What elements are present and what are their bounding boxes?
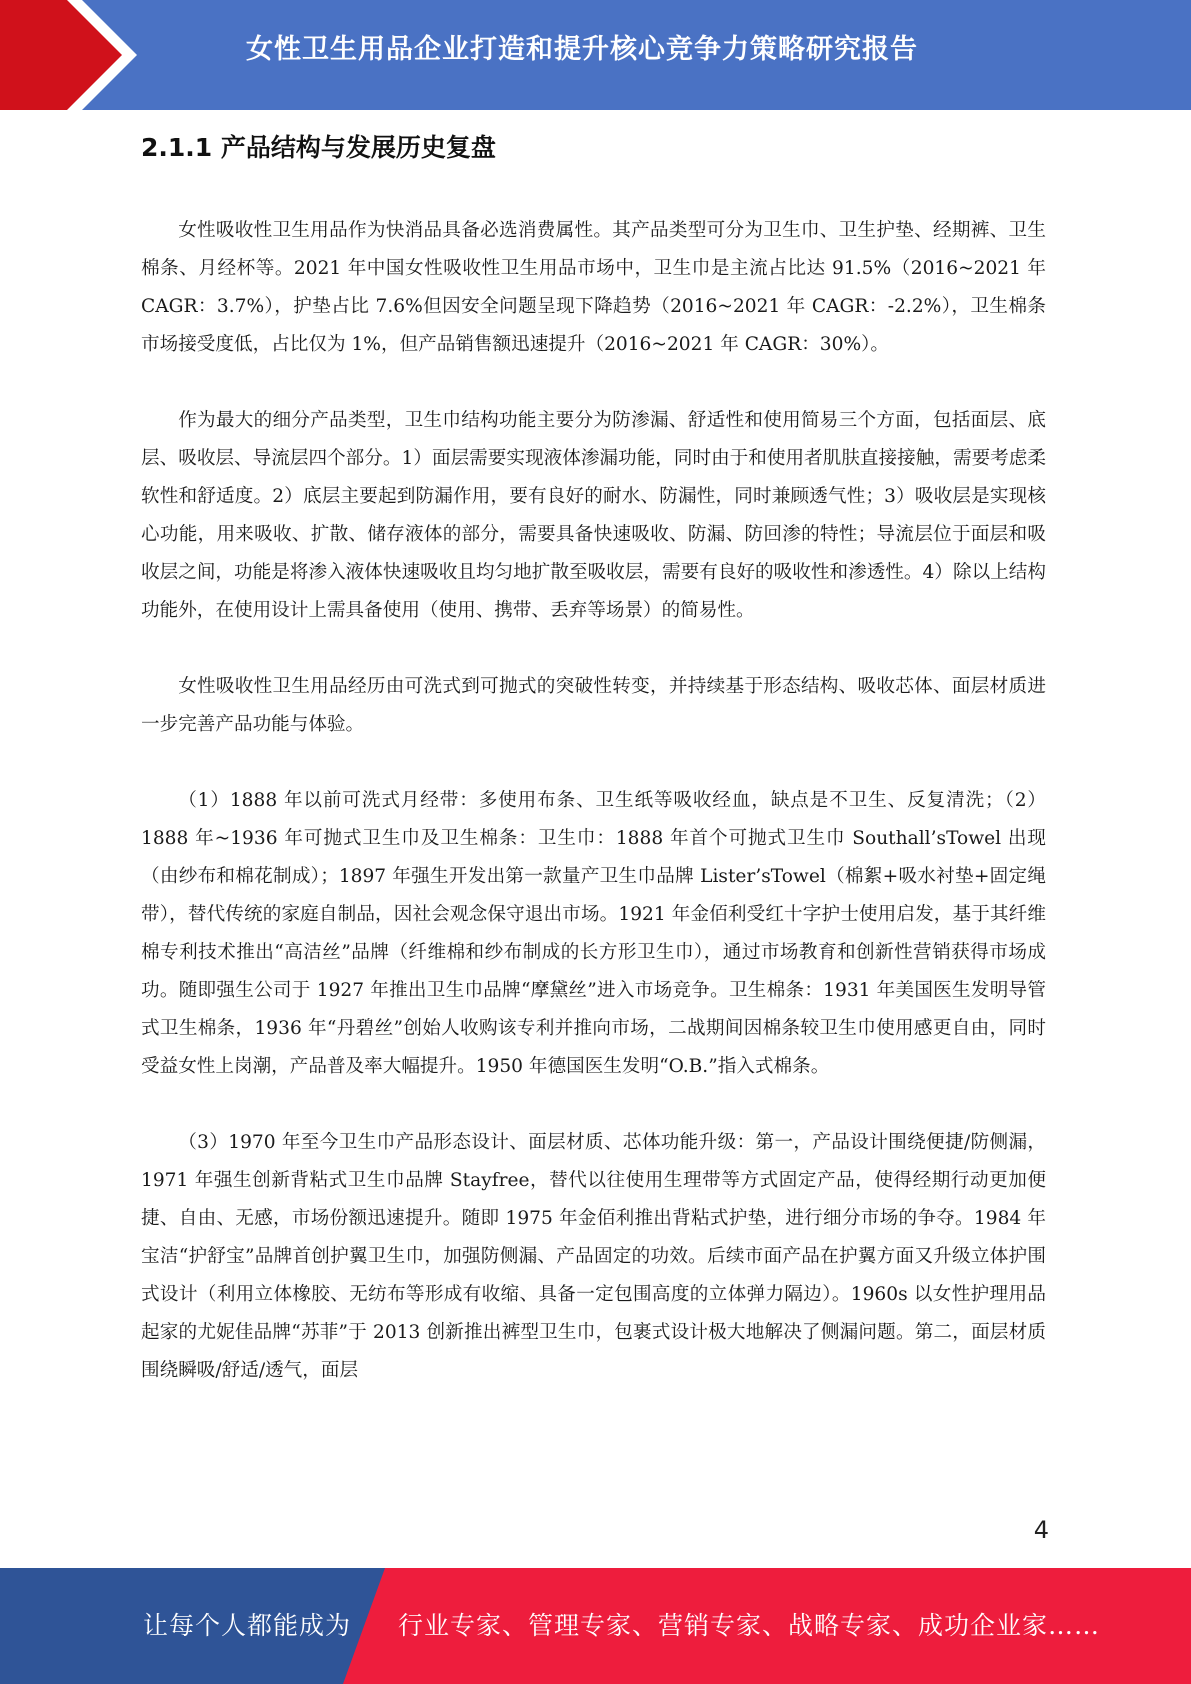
- paragraph: 女性吸收性卫生用品经历由可洗式到可抛式的突破性转变，并持续基于形态结构、吸收芯体、面层材质进一步完善产品功能与体验。: [141, 676, 1046, 735]
- footer-slogan-left: 让每个人都能成为: [143, 1611, 352, 1640]
- paragraph: 女性吸收性卫生用品作为快消品具备必选消费属性。其产品类型可分为卫生巾、卫生护垫、经期裤、卫生棉条、月经杯等。2021 年中国女性吸收性卫生用品市场中，卫生巾是主流占比达 91.5%（2016~2021 年 CAGR：3.7%），护垫占比 7.6%但因安全问题呈现下降趋势（2016~2021 年 CAGR：-2.2%），卫生棉条市场接受度低，占比仅为 1%，但产品销售额迅速提升（2016~2021 年 CAGR：30%）。: [141, 220, 1046, 355]
- body-content: [141, 212, 1046, 1428]
- paragraph: 作为最大的细分产品类型，卫生巾结构功能主要分为防渗漏、舒适性和使用简易三个方面，包括面层、底层、吸收层、导流层四个部分。1）面层需要实现液体渗漏功能，同时由于和使用者肌肤直接接触，需要考虑柔软性和舒适度。2）底层主要起到防漏作用，要有良好的耐水、防漏性，同时兼顾透气性；3）吸收层是实现核心功能，用来吸收、扩散、储存液体的部分，需要具备快速吸收、防漏、防回渗的特性；导流层位于面层和吸收层之间，功能是将渗入液体快速吸收且均匀地扩散至吸收层，需要有良好的吸收性和渗透性。4）除以上结构功能外，在使用设计上需具备使用（使用、携带、丢弃等场景）的简易性。: [141, 410, 1046, 621]
- section-heading: 2.1.1 产品结构与发展历史复盘: [141, 133, 496, 162]
- footer-slogan-right: 行业专家、管理专家、营销专家、战略专家、成功企业家……: [398, 1611, 1101, 1640]
- page-number: 4: [1033, 1516, 1049, 1544]
- report-title: 女性卫生用品企业打造和提升核心竞争力策略研究报告: [246, 34, 918, 65]
- paragraph: （1）1888 年以前可洗式月经带：多使用布条、卫生纸等吸收经血，缺点是不卫生、反复清洗；（2）1888 年~1936 年可抛式卫生巾及卫生棉条：卫生巾：1888 年首个可抛式卫生巾 Southall’sTowel 出现（由纱布和棉花制成）；1897 年强生开发出第一款量产卫生巾品牌 Lister’sTowel（棉絮+吸水衬垫+固定绳带），替代传统的家庭自制品，因社会观念保守退出市场。1921 年金佰利受红十字护士使用启发，基于其纤维棉专利技术推出“高洁丝”品牌（纤维棉和纱布制成的长方形卫生巾），通过市场教育和创新性营销获得市场成功。随即强生公司于 1927 年推出卫生巾品牌“摩黛丝”进入市场竞争。卫生棉条：1931 年美国医生发明导管式卫生棉条，1936 年“丹碧丝”创始人收购该专利并推向市场，二战期间因棉条较卫生巾使用感更自由，同时受益女性上岗潮，产品普及率大幅提升。1950 年德国医生发明“O.B.”指入式棉条。: [141, 790, 1046, 1077]
- footer-banner: [0, 1568, 1191, 1684]
- header-banner: [0, 0, 1191, 110]
- red-arrow-decoration: [0, 0, 150, 110]
- paragraph: （3）1970 年至今卫生巾产品形态设计、面层材质、芯体功能升级：第一，产品设计围绕便捷/防侧漏，1971 年强生创新背粘式卫生巾品牌 Stayfree，替代以往使用生理带等方式固定产品，使得经期行动更加便捷、自由、无感，市场份额迅速提升。随即 1975 年金佰利推出背粘式护垫，进行细分市场的争夺。1984 年宝洁“护舒宝”品牌首创护翼卫生巾，加强防侧漏、产品固定的功效。后续市面产品在护翼方面又升级立体护围式设计（利用立体橡胶、无纺布等形成有收缩、具备一定包围高度的立体弹力隔边）。1960s 以女性护理用品起家的尤妮佳品牌“苏菲”于 2013 创新推出裤型卫生巾，包裹式设计极大地解决了侧漏问题。第二，面层材质围绕瞬吸/舒适/透气，面层: [141, 1132, 1046, 1381]
